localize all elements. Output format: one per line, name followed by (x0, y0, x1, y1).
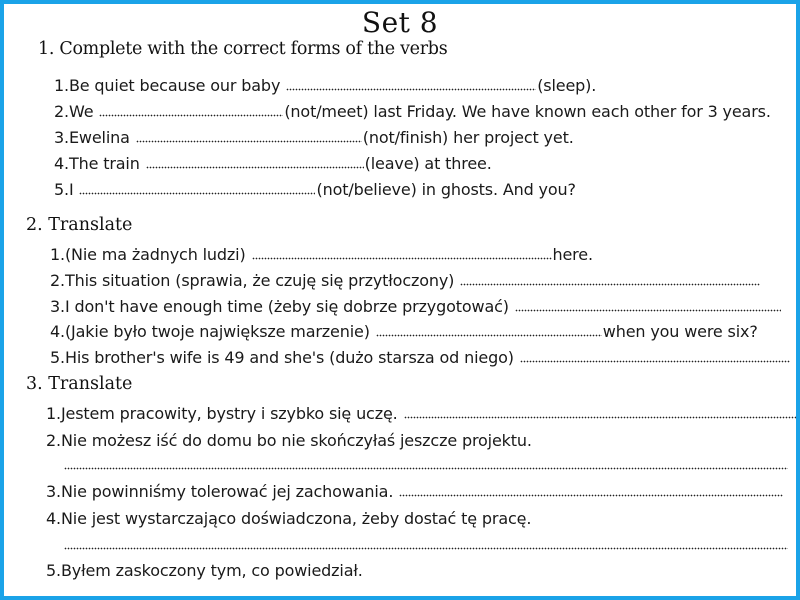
exercise-1-item-4 (54, 154, 492, 174)
item-text-before: We (68, 102, 99, 121)
item-text-before: I don't have enough time (żeby się dobrze przygotować) (64, 297, 514, 316)
answer-blank-line[interactable] (64, 467, 788, 470)
answer-blank-line[interactable] (64, 547, 788, 550)
exercise-3-item-2 (46, 431, 532, 451)
exercise-1-item-5 (54, 180, 576, 200)
item-text-after: when you were six? (602, 322, 758, 341)
item-text-before: His brother's wife is 49 and she's (dużo starsza od niego) (64, 348, 519, 367)
item-text-after: here. (552, 245, 593, 264)
exercise-3-item-1 (46, 404, 799, 424)
section-2-heading: 2. Translate (26, 215, 133, 235)
item-text: Nie powinniśmy tolerować jej zachowania. (60, 482, 399, 501)
item-text: Jestem pracowity, bystry i szybko się uczę. (60, 404, 403, 423)
answer-blank[interactable] (252, 257, 552, 260)
item-number: 2. (54, 102, 69, 121)
item-number: 4. (54, 154, 69, 173)
item-text: Nie możesz iść do domu bo nie skończyłaś jeszcze projektu. (60, 431, 532, 450)
item-text-before: (Jakie było twoje największe marzenie) (64, 322, 375, 341)
exercise-1-item-3 (54, 128, 574, 148)
answer-blank[interactable] (136, 140, 362, 143)
item-text-before: The train (68, 154, 145, 173)
item-number: 1. (54, 76, 69, 95)
item-number: 5. (50, 348, 65, 367)
item-text-after: (sleep). (537, 76, 597, 95)
item-number: 5. (46, 561, 61, 580)
item-text-after: (not/believe) in ghosts. And you? (316, 180, 576, 199)
answer-blank[interactable] (79, 192, 315, 195)
exercise-2-item-2 (50, 271, 761, 291)
item-text-before: Ewelina (68, 128, 135, 147)
item-number: 3. (54, 128, 69, 147)
item-number: 2. (46, 431, 61, 450)
answer-blank[interactable] (99, 114, 283, 117)
item-number: 2. (50, 271, 65, 290)
item-text-after: (not/finish) her project yet. (362, 128, 574, 147)
item-number: 5. (54, 180, 69, 199)
answer-blank[interactable] (404, 416, 798, 419)
answer-blank[interactable] (520, 360, 790, 363)
section-3-heading: 3. Translate (26, 374, 133, 394)
answer-blank[interactable] (515, 309, 781, 312)
exercise-3-item-3 (46, 482, 784, 502)
exercise-2-item-1 (50, 245, 593, 265)
answer-blank[interactable] (376, 334, 602, 337)
item-text-before: (Nie ma żadnych ludzi) (64, 245, 251, 264)
exercise-2-item-5 (50, 348, 791, 368)
answer-blank[interactable] (460, 283, 760, 286)
item-text-before: I (68, 180, 79, 199)
item-text-after: (leave) at three. (364, 154, 492, 173)
exercise-3-item-4 (46, 509, 531, 529)
exercise-3-item-5 (46, 561, 363, 581)
item-text-after: (not/meet) last Friday. We have known each other for 3 years. (284, 102, 771, 121)
item-text-before: This situation (sprawia, że czuję się przytłoczony) (64, 271, 460, 290)
item-number: 3. (46, 482, 61, 501)
page-title: Set 8 (361, 6, 439, 39)
item-text: Byłem zaskoczony tym, co powiedział. (60, 561, 363, 580)
item-text: Nie jest wystarczająco doświadczona, żeby dostać tę pracę. (60, 509, 532, 528)
answer-blank[interactable] (399, 494, 783, 497)
exercise-2-item-3 (50, 297, 782, 317)
section-1-heading: 1. Complete with the correct forms of the verbs (38, 39, 448, 59)
item-number: 1. (50, 245, 65, 264)
item-text-before: Be quiet because our baby (68, 76, 286, 95)
item-number: 1. (46, 404, 61, 423)
item-number: 4. (50, 322, 65, 341)
exercise-2-item-4 (50, 322, 758, 342)
answer-blank[interactable] (286, 88, 536, 91)
exercise-1-item-1 (54, 76, 596, 96)
item-number: 4. (46, 509, 61, 528)
item-number: 3. (50, 297, 65, 316)
answer-blank[interactable] (146, 166, 364, 169)
exercise-1-item-2 (54, 102, 771, 122)
